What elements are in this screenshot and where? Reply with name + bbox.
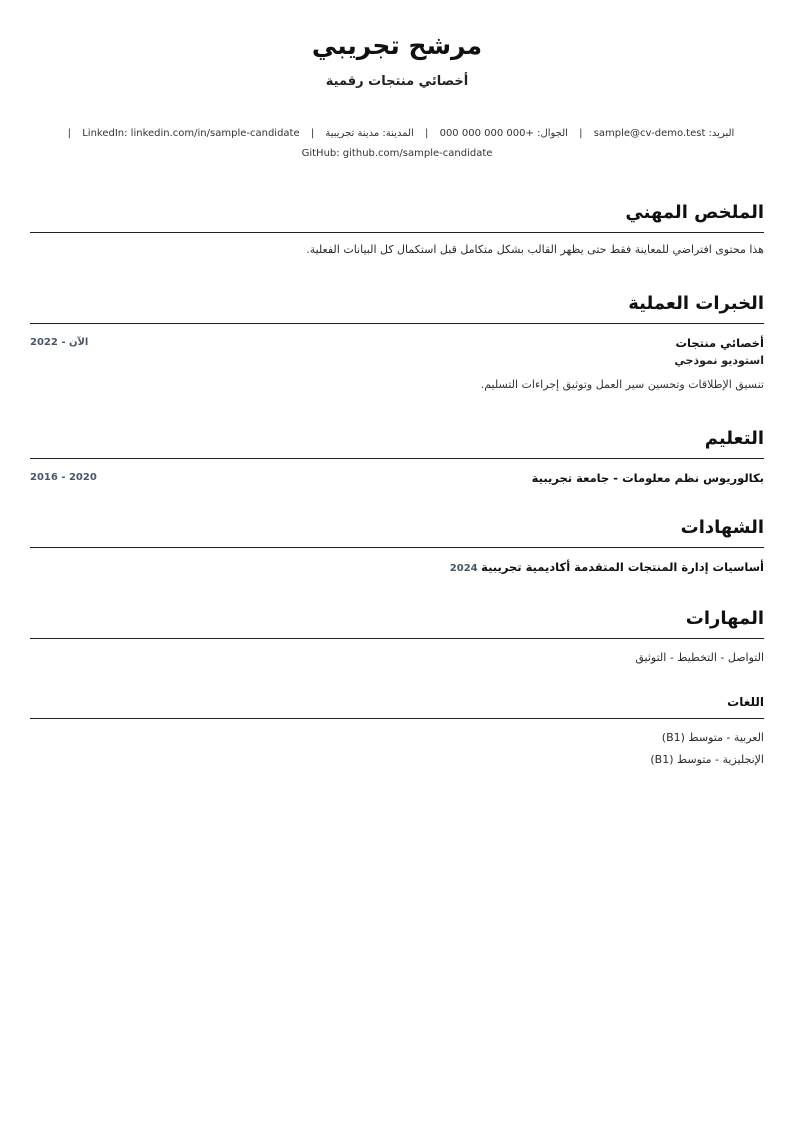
certifications-section xyxy=(30,513,764,578)
contact-linkedin: LinkedIn: linkedin.com/in/sample-candidate xyxy=(82,128,300,139)
experience-entry xyxy=(30,324,764,394)
contact-info xyxy=(30,124,764,164)
experience-date: 2022 - الآن xyxy=(30,337,89,348)
education-section xyxy=(30,424,764,487)
education-heading: التعليم xyxy=(30,424,764,459)
contact-github: GitHub: github.com/sample-candidate xyxy=(301,148,493,159)
education-entry xyxy=(30,459,764,487)
summary-text: هذا محتوى افتراضي للمعاينة فقط حتى يظهر القالب بشكل متكامل قبل استكمال كل البيانات الفعلية. xyxy=(306,243,764,256)
education-date: 2016 - 2020 xyxy=(30,472,97,483)
language-item: الإنجليزية - متوسط (B1) xyxy=(650,753,764,766)
contact-line-2 xyxy=(30,144,764,164)
certification-name: أساسيات إدارة المنتجات المتقدمة أكاديمية تجريبية xyxy=(481,560,764,574)
education-degree: بكالوريوس نظم معلومات - جامعة تجريبية xyxy=(531,471,764,485)
contact-email: البريد: sample@cv-demo.test xyxy=(593,128,735,139)
certification-year: 2024 xyxy=(449,563,478,574)
summary-section xyxy=(30,198,764,259)
experience-role: أخصائي منتجات xyxy=(675,336,764,350)
education-row xyxy=(30,469,764,487)
skills-text: التواصل - التخطيط - التوثيق xyxy=(635,651,764,664)
summary-heading: الملخص المهني xyxy=(30,198,764,233)
skills-section xyxy=(30,604,764,667)
experience-company: استوديو نموذجي xyxy=(674,354,764,367)
contact-separator: | xyxy=(67,128,72,139)
languages-heading: اللغات xyxy=(30,691,764,719)
language-item: العربية - متوسط (B1) xyxy=(661,731,764,744)
resume-header xyxy=(30,28,764,91)
certification-entry xyxy=(30,548,764,578)
languages-list xyxy=(30,719,764,771)
experience-info xyxy=(674,334,764,370)
certifications-heading: الشهادات xyxy=(30,513,764,548)
contact-separator: | xyxy=(579,128,583,139)
contact-separator: | xyxy=(425,128,429,139)
contact-line-1 xyxy=(30,124,764,144)
contact-separator: | xyxy=(310,128,315,139)
languages-section xyxy=(30,691,764,771)
candidate-title: أخصائي منتجات رقمية xyxy=(325,74,469,89)
contact-phone: الجوال: +000 000 000 000 xyxy=(439,128,568,139)
skills-heading: المهارات xyxy=(30,604,764,639)
experience-row xyxy=(30,334,764,370)
candidate-name: مرشح تجريبي xyxy=(311,31,483,60)
contact-city: المدينة: مدينة تجريبية xyxy=(325,128,414,139)
experience-heading: الخبرات العملية xyxy=(30,289,764,324)
experience-section xyxy=(30,289,764,394)
experience-description: تنسيق الإطلاقات وتحسين سير العمل وتوثيق إجراءات التسليم. xyxy=(480,378,764,391)
